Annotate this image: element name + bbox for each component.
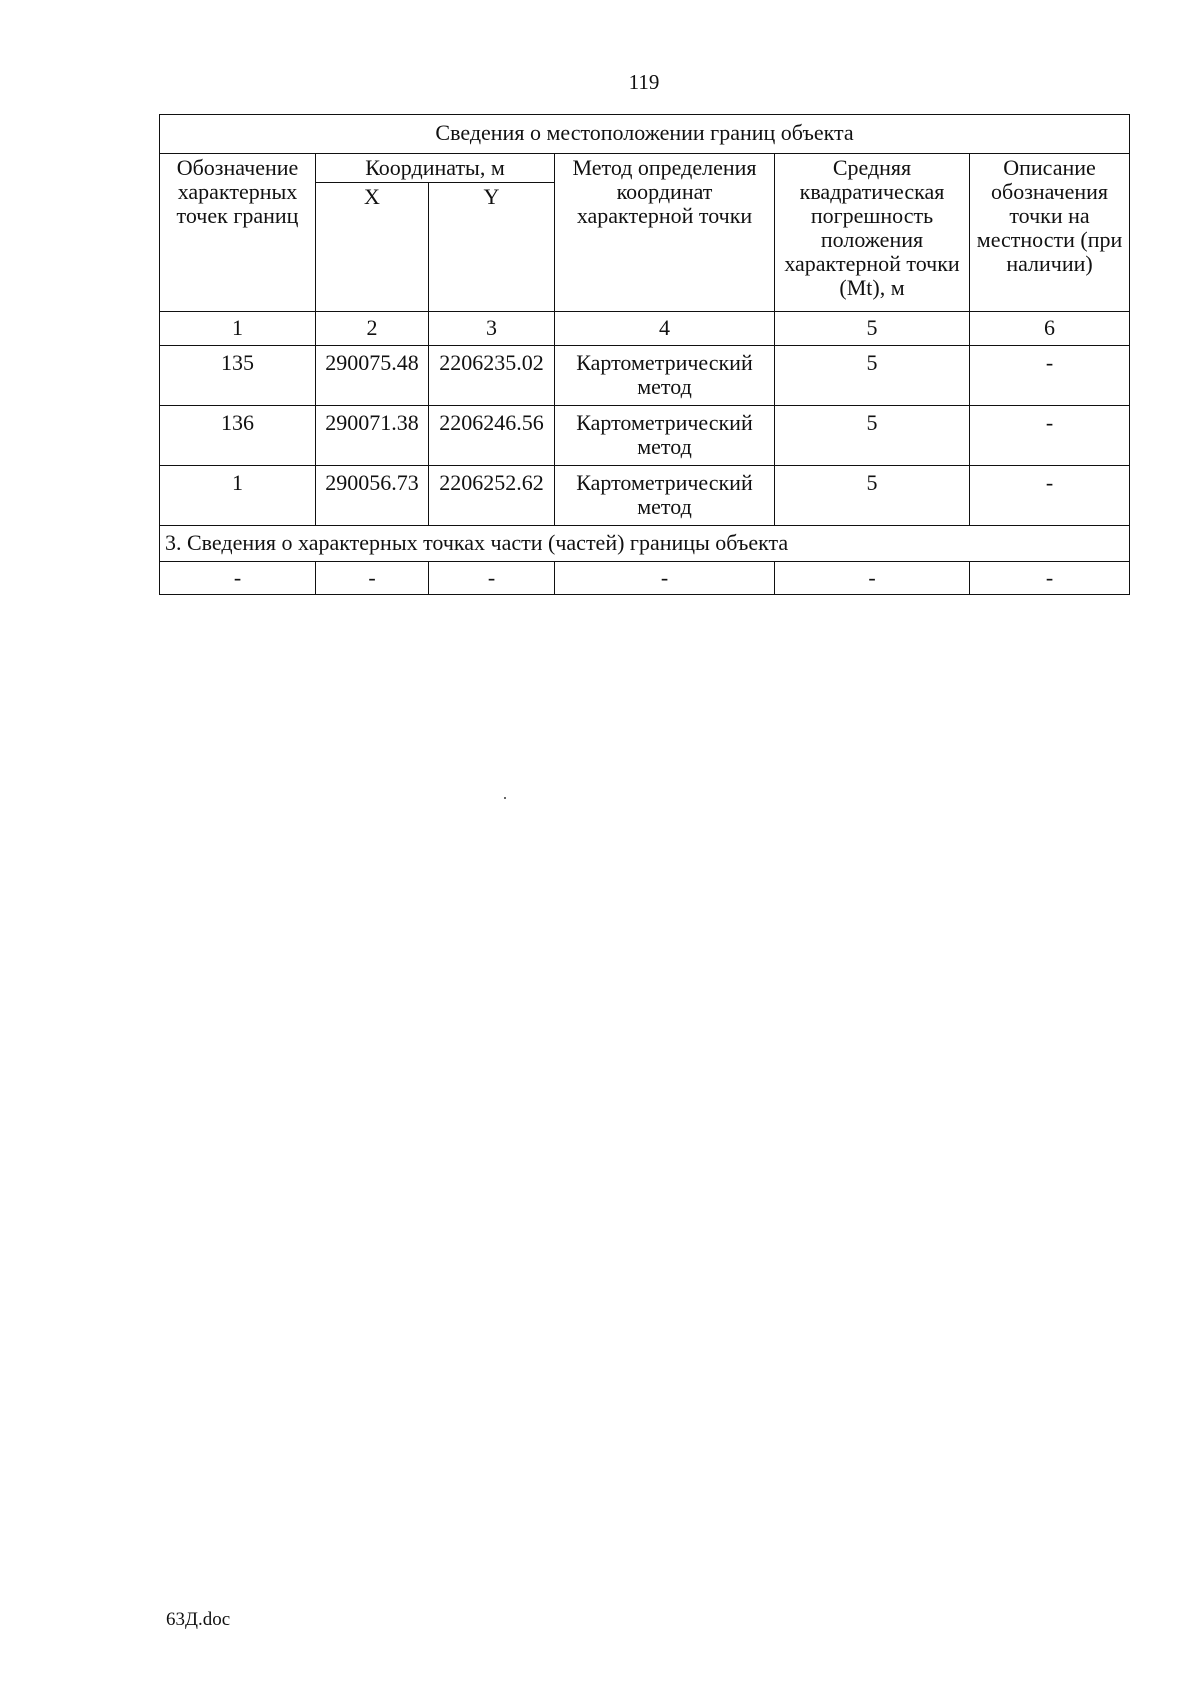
- cell-error: 5: [775, 466, 970, 526]
- cell-method: Картометрический метод: [555, 466, 775, 526]
- cell-y: 2206235.02: [429, 346, 555, 406]
- header-y: Y: [429, 183, 555, 312]
- scan-speck: [504, 797, 506, 799]
- section-3-title: 3. Сведения о характерных точках части (частей) границы объекта: [160, 526, 1130, 562]
- cell-point: 1: [160, 466, 316, 526]
- boundary-coordinates-table: [159, 114, 1130, 595]
- section-3-cell: -: [316, 562, 429, 595]
- section-3-cell: -: [429, 562, 555, 595]
- cell-description: -: [970, 406, 1130, 466]
- section-3-cell: -: [775, 562, 970, 595]
- cell-point: 136: [160, 406, 316, 466]
- table-row: [160, 406, 1130, 466]
- cell-x: 290056.73: [316, 466, 429, 526]
- cell-y: 2206252.62: [429, 466, 555, 526]
- section-3-cell: -: [555, 562, 775, 595]
- header-method: Метод определения координат характерной точки: [555, 154, 775, 312]
- table-row: [160, 466, 1130, 526]
- column-number: 2: [316, 312, 429, 346]
- header-point-designation: Обозначение характерных точек границ: [160, 154, 316, 312]
- column-number-row: [160, 312, 1130, 346]
- footer-filename: 63Д.doc: [166, 1609, 231, 1630]
- table-title: Сведения о местоположении границ объекта: [160, 115, 1130, 154]
- section-3-title-row: [160, 526, 1130, 562]
- column-number: 1: [160, 312, 316, 346]
- cell-method: Картометрический метод: [555, 346, 775, 406]
- table-header-row: [160, 154, 1130, 183]
- cell-error: 5: [775, 346, 970, 406]
- cell-point: 135: [160, 346, 316, 406]
- page-number: 119: [628, 70, 660, 94]
- section-3-row: [160, 562, 1130, 595]
- cell-x: 290075.48: [316, 346, 429, 406]
- header-description: Описание обозначения точки на местности (при наличии): [970, 154, 1130, 312]
- cell-x: 290071.38: [316, 406, 429, 466]
- column-number: 4: [555, 312, 775, 346]
- table-row: [160, 346, 1130, 406]
- column-number: 6: [970, 312, 1130, 346]
- column-number: 5: [775, 312, 970, 346]
- cell-method: Картометрический метод: [555, 406, 775, 466]
- cell-y: 2206246.56: [429, 406, 555, 466]
- section-3-cell: -: [970, 562, 1130, 595]
- column-number: 3: [429, 312, 555, 346]
- table-title-row: [160, 115, 1130, 154]
- header-x: X: [316, 183, 429, 312]
- section-3-cell: -: [160, 562, 316, 595]
- header-error: Средняя квадратическая погрешность положения характерной точки (Mt), м: [775, 154, 970, 312]
- header-coordinates: Координаты, м: [316, 154, 555, 183]
- cell-error: 5: [775, 406, 970, 466]
- cell-description: -: [970, 466, 1130, 526]
- cell-description: -: [970, 346, 1130, 406]
